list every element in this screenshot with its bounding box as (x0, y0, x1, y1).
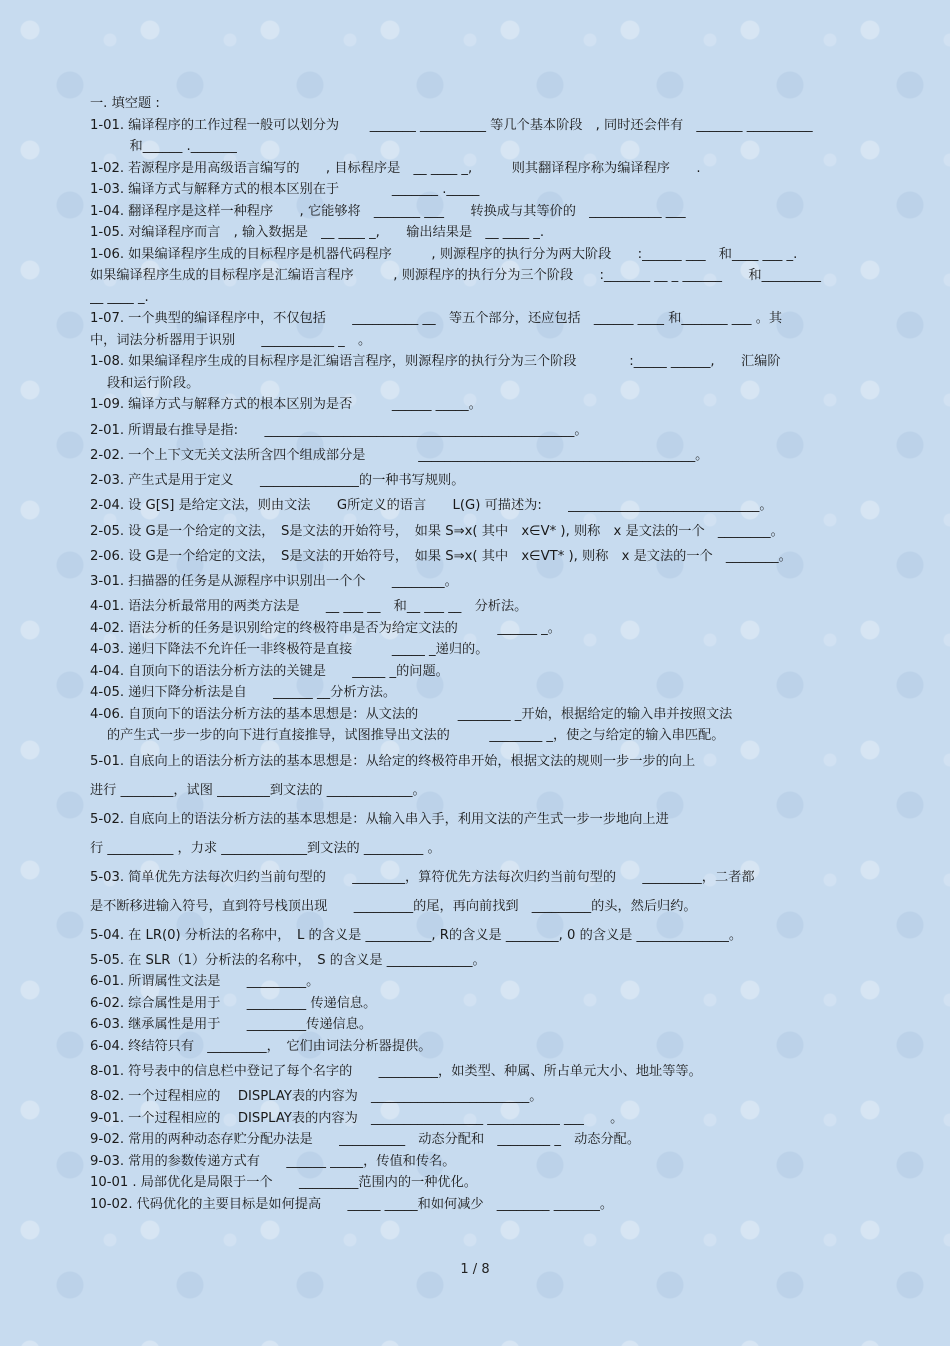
question-line (90, 1014, 860, 1036)
question-number: 4-03. (90, 642, 125, 657)
question-text: 自底向上的语法分析方法的基本思想是：从给定的终极符串开始，根据文法的规则一步一步的向上 (128, 753, 696, 769)
question-number: 2-02. (90, 447, 125, 463)
question-line (90, 704, 860, 726)
question-number: 5-04. (90, 927, 125, 943)
question-line (90, 394, 860, 416)
question-text: 设 G是一个给定的文法， S是文法的开始符号， 如果 S⇒x( 其中 x∈VT* ), 则称 x 是文法的一个 ________。 (128, 548, 792, 564)
question-line (90, 950, 860, 972)
question-line (90, 495, 860, 517)
question-text: 代码优化的主要目标是如何提高 _____ _____和如何减少 ________ _______。 (136, 1196, 614, 1212)
question-number: 4-02. (90, 620, 125, 636)
question-text: 行 __________ ，力求 _____________到文法的 _________ 。 (90, 840, 441, 856)
question-number: 10-01 (90, 1175, 129, 1190)
question-text: 一个上下文无关文法所含四个组成部分是 __________________________________________。 (128, 447, 709, 463)
question-line (90, 993, 860, 1015)
question-number: 2-01. (90, 422, 125, 438)
question-line (90, 661, 860, 683)
question-line (90, 330, 860, 352)
question-text: 所谓属性文法是 _________。 (128, 974, 320, 989)
question-text: 递归下降分析法是自 ______ __分析方法。 (128, 685, 397, 700)
question-line (90, 725, 860, 747)
question-line (90, 222, 860, 244)
question-text: 和______ ._______ (90, 139, 237, 154)
question-text: 翻译程序是这样一种程序 , 它能够将 _______ ___ 转换成与其等价的 ___________ ___ (128, 203, 686, 219)
question-line (90, 115, 860, 137)
question-line (90, 805, 860, 834)
question-text: 进行 ________，试图 ________到文法的 _____________。 (90, 782, 426, 798)
question-number: 6-03. (90, 1017, 125, 1032)
question-text: 设 G是一个给定的文法， S是文法的开始符号， 如果 S⇒x( 其中 x∈V* ), 则称 x 是文法的一个 ________。 (128, 523, 784, 539)
question-line (90, 517, 860, 546)
question-text: 所谓最右推导是指: _______________________________________________。 (128, 422, 588, 438)
question-text: 在 SLR（1）分析法的名称中， S 的含义是 _____________。 (128, 952, 486, 968)
question-line (90, 466, 860, 495)
question-number: 1-06. (90, 246, 125, 262)
question-line (90, 1086, 860, 1108)
question-number: 10-02. (90, 1196, 133, 1212)
question-number: 1-04. (90, 203, 125, 219)
question-text: 一. 填空题 : (90, 96, 160, 111)
question-number: 1-05. (90, 225, 125, 240)
question-text: 继承属性是用于 _________传递信息。 (128, 1017, 373, 1032)
question-text: 简单优先方法每次归约当前句型的 ________，算符优先方法每次归约当前句型的 _________，二者都 (128, 869, 755, 885)
question-text: 编译程序的工作过程一般可以划分为 _______ __________ 等几个基本阶段 , 同时还会伴有 _______ __________ (128, 117, 813, 133)
question-text: 是不断移进输入符号，直到符号栈顶出现 _________的尾，再向前找到 _________的头，然后归约。 (90, 898, 697, 914)
question-text: 语法分析的任务是识别给定的终极符串是否为给定文法的 ______ _。 (128, 620, 561, 636)
question-number: 4-06. (90, 706, 125, 722)
question-line (90, 265, 860, 287)
question-number: 3-01. (90, 574, 125, 589)
question-line (90, 1036, 860, 1058)
question-line (90, 287, 860, 309)
question-line (90, 179, 860, 201)
question-number: 9-03. (90, 1153, 125, 1169)
question-text: 的产生式一步一步的向下进行直接推导，试图推导出文法的 ________ _，使之与给定的输入串匹配。 (107, 728, 725, 743)
question-line (90, 1151, 860, 1173)
question-text: . 局部优化是局限于一个 _________范围内的一种优化。 (132, 1175, 477, 1190)
question-text: 中，词法分析器用于识别 ___________ _ 。 (90, 332, 372, 348)
question-text: 设 G[S] 是给定文法，则由文法 G所定义的语言 L(G) 可描述为: _____________________________。 (128, 498, 773, 513)
question-number: 4-05. (90, 685, 125, 700)
document-page (90, 93, 860, 1215)
question-line (90, 971, 860, 993)
question-line (90, 1194, 860, 1216)
question-line (90, 892, 860, 921)
question-line (90, 682, 860, 704)
question-number: 2-06. (90, 548, 125, 564)
question-line (90, 351, 860, 373)
question-number: 1-09. (90, 397, 125, 412)
question-line (90, 136, 860, 158)
question-number: 5-01. (90, 753, 125, 769)
question-text: 自底向上的语法分析方法的基本思想是：从输入串入手，利用文法的产生式一步一步地向上进 (128, 811, 669, 827)
question-text: 自顶向下的语法分析方法的关键是 _____ _的问题。 (128, 663, 449, 679)
question-text: 综合属性是用于 _________ 传递信息。 (128, 995, 377, 1011)
question-line (90, 244, 860, 266)
question-text: 常用的参数传递方式有 ______ _____，传值和传名。 (128, 1153, 456, 1169)
question-line (90, 416, 860, 445)
question-line (90, 93, 860, 115)
question-line (90, 567, 860, 596)
question-line (90, 921, 860, 950)
question-number: 9-02. (90, 1132, 125, 1147)
question-number: 4-01. (90, 599, 125, 614)
question-number: 6-02. (90, 995, 125, 1011)
question-line (90, 639, 860, 661)
question-text: 编译方式与解释方式的根本区别在于 _______ ._____ (128, 182, 480, 197)
question-text: 一个过程相应的 DISPLAY表的内容为 ________________________。 (128, 1089, 543, 1104)
question-line (90, 546, 860, 568)
question-number: 5-03. (90, 869, 125, 885)
question-line (90, 1057, 860, 1086)
question-number: 8-02. (90, 1089, 125, 1104)
question-line (90, 1108, 860, 1130)
question-number: 1-01. (90, 117, 125, 133)
question-text: 一个过程相应的 DISPLAY表的内容为 _________________ ___________ ___ 。 (128, 1110, 624, 1126)
question-text: 递归下降法不允许任一非终极符是直接 _____ _递归的。 (128, 642, 489, 657)
question-text: 编译方式与解释方式的根本区别为是否 ______ _____。 (128, 397, 482, 412)
question-number: 5-02. (90, 811, 125, 827)
question-line (90, 158, 860, 180)
question-text: 自顶向下的语法分析方法的基本思想是：从文法的 ________ _开始，根据给定的输入串并按照文法 (128, 706, 733, 722)
question-text: 扫描器的任务是从源程序中识别出一个个 ________。 (128, 574, 458, 589)
question-line (90, 1129, 860, 1151)
question-number: 1-07. (90, 311, 125, 326)
question-text: 终结符只有 _________， 它们由词法分析器提供。 (128, 1038, 432, 1054)
question-text: 一个典型的编译程序中，不仅包括 __________ __ 等五个部分，还应包括 ______ ____ 和_______ ___ 。其 (128, 311, 783, 326)
question-number: 6-04. (90, 1038, 125, 1054)
question-number: 2-03. (90, 473, 125, 488)
question-line (90, 618, 860, 640)
question-text: 如果编译程序生成的目标程序是汇编语言程序 , 则源程序的执行分为三个阶段 :_______ __ _ ______ 和_________ (90, 268, 821, 283)
question-number: 5-05. (90, 952, 125, 968)
question-line (90, 373, 860, 395)
question-text: 在 LR(0) 分析法的名称中， L 的含义是 __________, R的含义是 ________, 0 的含义是 ______________。 (128, 927, 743, 943)
question-number: 1-08. (90, 354, 125, 369)
question-text: 如果编译程序生成的目标程序是汇编语言程序，则源程序的执行分为三个阶段 :_____ ______, 汇编阶 (128, 354, 781, 369)
question-number: 4-04. (90, 663, 125, 679)
question-text: 对编译程序而言 , 输入数据是 __ ____ _, 输出结果是 __ ____ _. (128, 225, 545, 240)
question-line (90, 308, 860, 330)
question-line (90, 863, 860, 892)
question-line (90, 834, 860, 863)
question-line (90, 1172, 860, 1194)
question-number: 1-02. (90, 160, 125, 176)
question-line (90, 747, 860, 776)
question-number: 2-05. (90, 523, 125, 539)
question-text: 符号表中的信息栏中登记了每个名字的 _________，如类型、种属、所占单元大小、地址等等。 (128, 1064, 702, 1079)
question-line (90, 445, 860, 467)
question-number: 9-01. (90, 1110, 125, 1126)
question-text: 如果编译程序生成的目标程序是机器代码程序 , 则源程序的执行分为两大阶段 :______ ___ 和____ ___ _. (128, 246, 798, 262)
question-number: 6-01. (90, 974, 125, 989)
question-line (90, 596, 860, 618)
question-number: 2-04. (90, 498, 125, 513)
question-number: 8-01. (90, 1064, 125, 1079)
question-line (90, 201, 860, 223)
question-text: 段和运行阶段。 (107, 375, 200, 391)
question-text: 常用的两种动态存贮分配办法是 __________ 动态分配和 ________ _ 动态分配。 (128, 1132, 641, 1147)
question-text: 语法分析最常用的两类方法是 __ ___ __ 和__ ___ __ 分析法。 (128, 599, 528, 614)
question-text: 若源程序是用高级语言编写的 , 目标程序是 __ ____ _, 则其翻译程序称为编译程序 . (128, 160, 701, 176)
question-text: __ ____ _. (90, 289, 149, 305)
question-number: 1-03. (90, 182, 125, 197)
question-text: 产生式是用于定义 _______________的一种书写规则。 (128, 473, 465, 488)
question-line (90, 776, 860, 805)
page-number: 1 / 8 (460, 1262, 490, 1277)
